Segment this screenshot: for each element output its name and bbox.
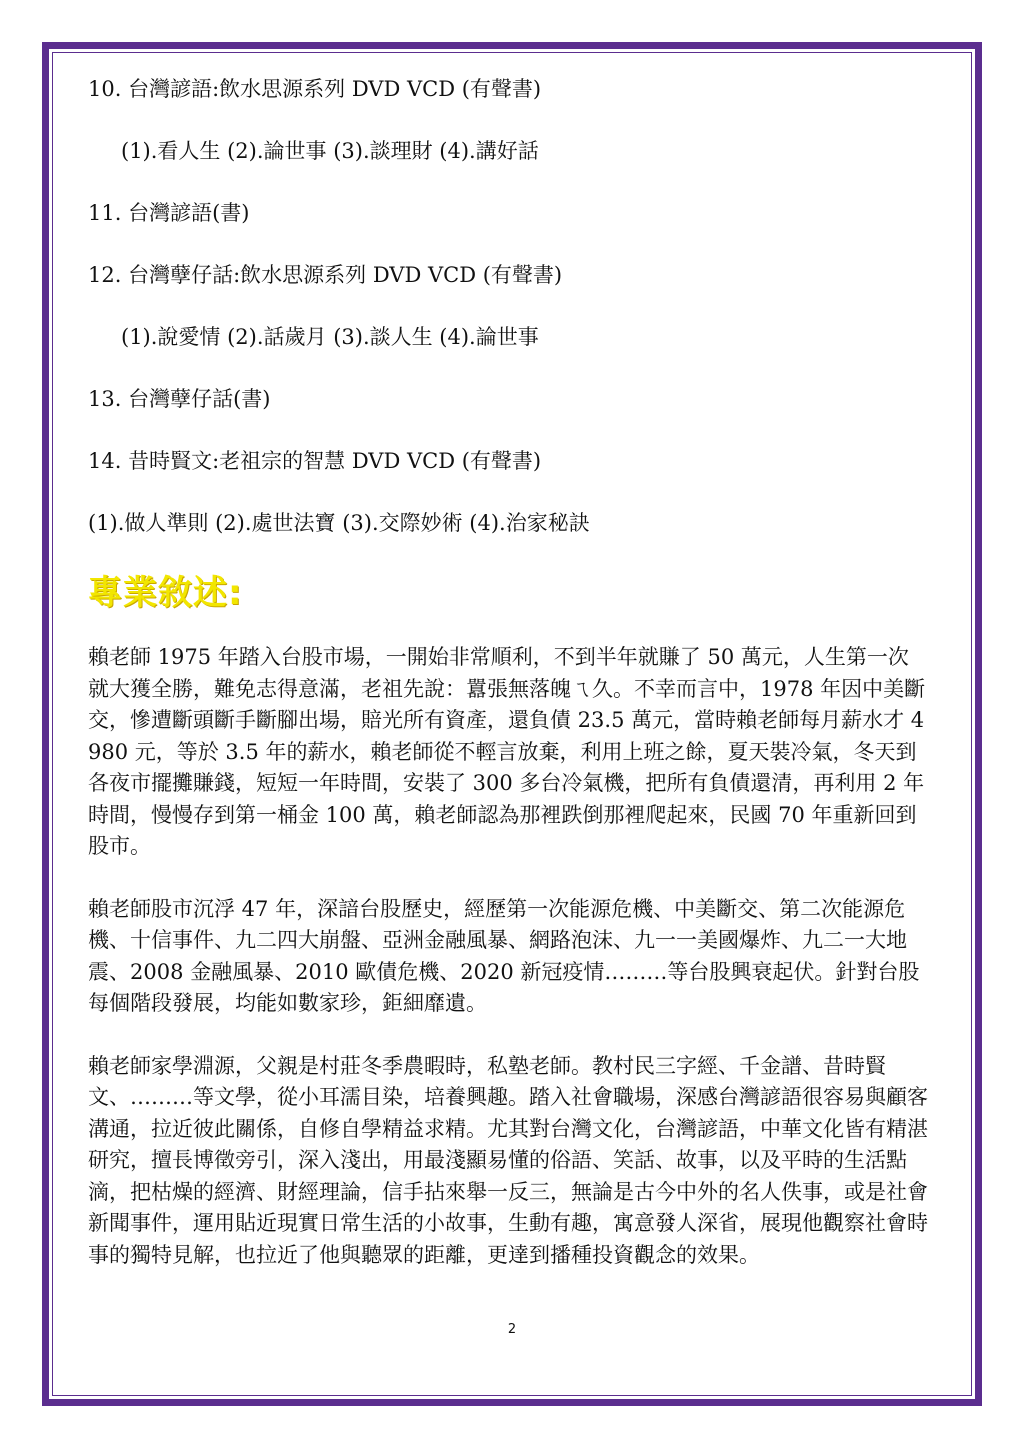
page-content — [88, 74, 928, 1302]
list-item-14: 14. 昔時賢文:老祖宗的智慧 DVD VCD (有聲書) — [88, 449, 542, 473]
paragraph-career: 賴老師 1975 年踏入台股市場，一開始非常順利，不到半年就賺了 50 萬元，人生第一次就大獲全勝，難免志得意滿，老祖先說：囂張無落魄ㄟ久。不幸而言中，1978 年因中美斷交，慘遭斷頭斷手斷腳出場，賠光所有資產，還負債 23.5 萬元，當時賴老師每月薪水才 4980 元，等於 3.5 年的薪水，賴老師從不輕言放棄，利用上班之餘，夏天裝冷氣，冬天到各夜市擺攤賺錢，短短一年時間，安裝了 300 多台冷氣機，把所有負債還清，再利用 2 年時間，慢慢存到第一桶金 100 萬，賴老師認為那裡跌倒那裡爬起來，民國 70 年重新回到股市。 — [88, 645, 926, 858]
list-item-13: 13. 台灣孽仔話(書) — [88, 387, 271, 411]
list-item-12: 12. 台灣孽仔話:飲水思源系列 DVD VCD (有聲書) — [88, 263, 563, 287]
list-item-14-volumes: (1).做人準則 (2).處世法寶 (3).交際妙術 (4).治家秘訣 — [88, 511, 590, 535]
section-heading: 專業敘述: — [88, 573, 243, 613]
page-number: 2 — [507, 1322, 517, 1337]
paragraph-experience: 賴老師股市沉浮 47 年，深諳台股歷史，經歷第一次能源危機、中美斷交、第二次能源危機、十信事件、九二四大崩盤、亞洲金融風暴、網路泡沫、九一一美國爆炸、九二一大地震、2008 金融風暴、2010 歐債危機、2020 新冠疫情………等台股興衰起伏。針對台股每個階段發展，均能如數家珍，鉅細靡遺。 — [88, 896, 920, 1015]
list-item-10: 10. 台灣諺語:飲水思源系列 DVD VCD (有聲書) — [88, 77, 542, 101]
list-item-11: 11. 台灣諺語(書) — [88, 201, 250, 225]
list-item-12-volumes: (1).說愛情 (2).話歲月 (3).談人生 (4).論世事 — [121, 325, 539, 349]
paragraph-background: 賴老師家學淵源，父親是村莊冬季農暇時，私塾老師。教村民三字經、千金譜、昔時賢文、………等文學，從小耳濡目染，培養興趣。踏入社會職場，深感台灣諺語很容易與顧客溝通，拉近彼此關係，自修自學精益求精。尤其對台灣文化，台灣諺語，中華文化皆有精湛研究，擅長博徵旁引，深入淺出，用最淺顯易懂的俗語、笑話、故事，以及平時的生活點滴，把枯燥的經濟、財經理論，信手拈來舉一反三，無論是古今中外的名人佚事，或是社會新聞事件，運用貼近現實日常生活的小故事，生動有趣，寓意發人深省，展現他觀察社會時事的獨特見解，也拉近了他與聽眾的距離，更達到播種投資觀念的效果。 — [88, 1053, 928, 1267]
list-item-10-volumes: (1).看人生 (2).論世事 (3).談理財 (4).講好話 — [121, 139, 539, 163]
